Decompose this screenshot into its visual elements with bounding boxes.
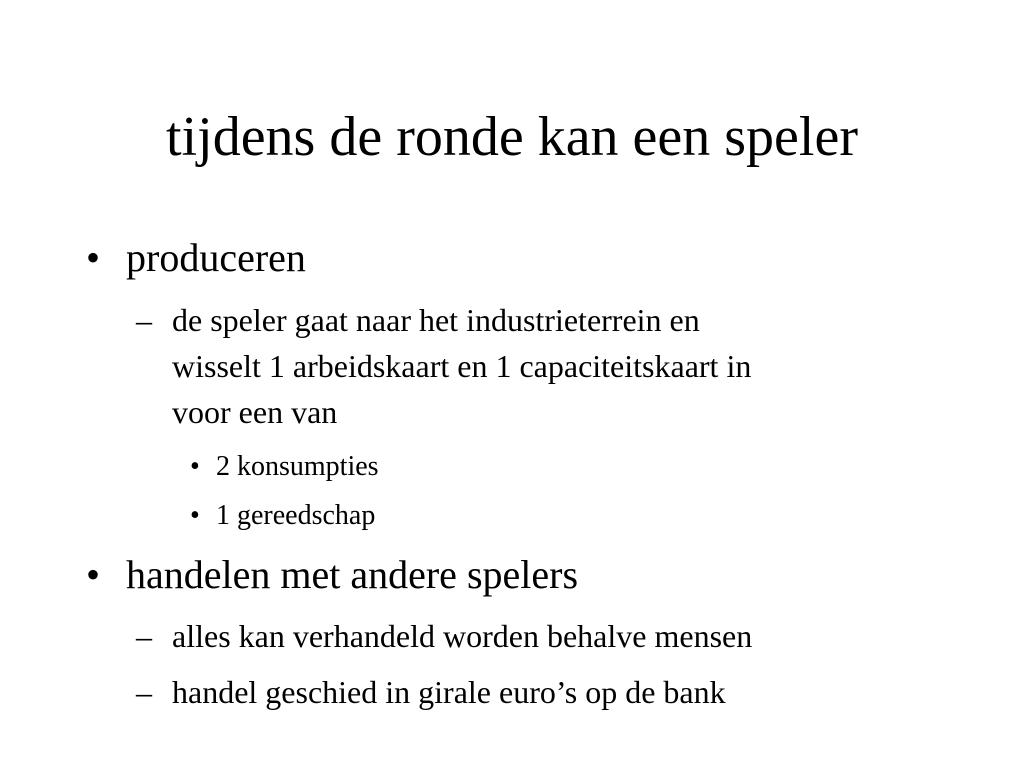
- dash-marker: –: [136, 302, 152, 338]
- subsubitem-text: 2 konsumpties: [216, 451, 379, 482]
- bullet-text: produceren: [126, 235, 306, 280]
- slide-title: tijdens de ronde kan een speler: [166, 106, 858, 168]
- bullet-text: handelen met andere spelers: [126, 552, 579, 597]
- bullet-marker: •: [190, 451, 200, 482]
- bullet-marker: •: [86, 552, 101, 597]
- subitem-line: handel geschied in girale euro’s op de bank: [172, 674, 726, 710]
- dash-marker: –: [136, 674, 152, 710]
- subitem-line: de speler gaat naar het industrieterrein en: [172, 302, 700, 338]
- subitem-line: alles kan verhandeld worden behalve mensen: [172, 618, 753, 654]
- subsubitem-text: 1 gereedschap: [216, 500, 376, 531]
- bullet-marker: •: [190, 500, 200, 531]
- subitem-line: wisselt 1 arbeidskaart en 1 capaciteitskaart in: [172, 348, 752, 384]
- dash-marker: –: [136, 618, 152, 654]
- bullet-marker: •: [86, 235, 101, 280]
- subitem-line: voor een van: [172, 394, 338, 430]
